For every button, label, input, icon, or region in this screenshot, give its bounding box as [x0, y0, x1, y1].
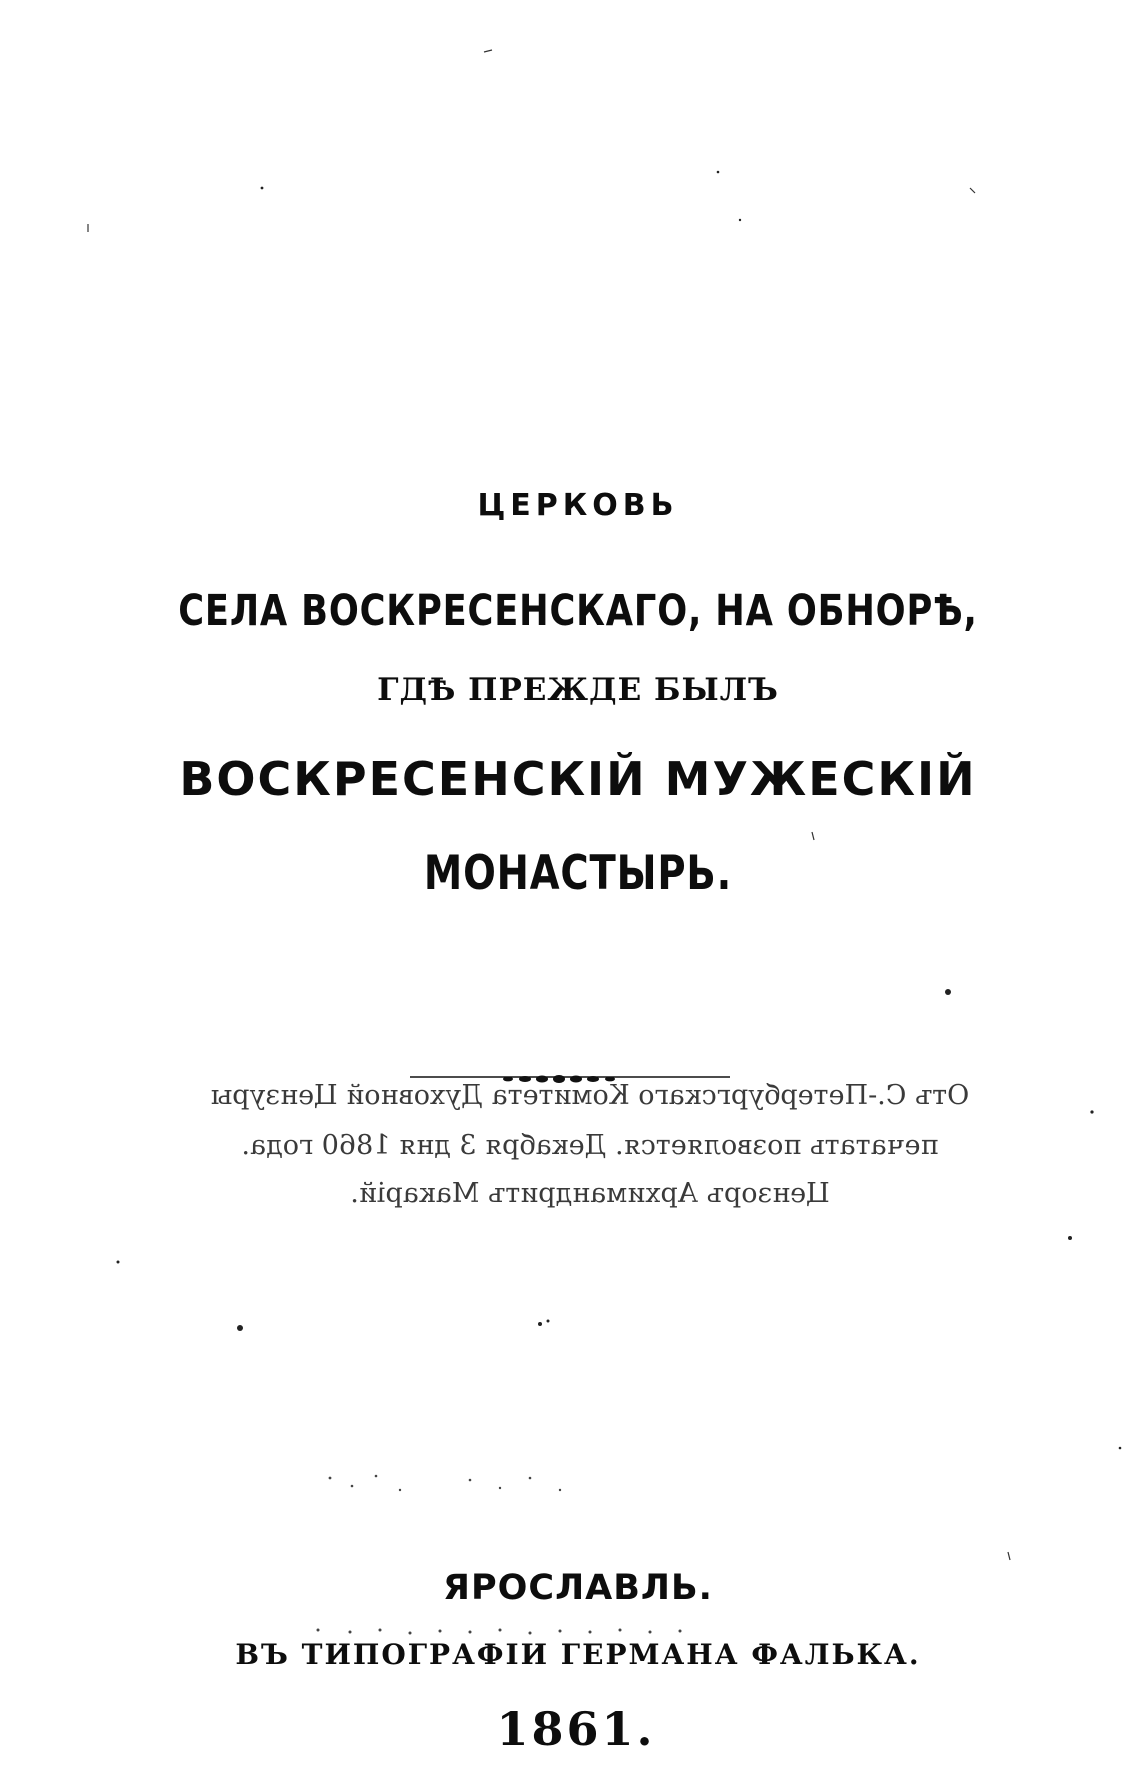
imprint-city: ЯРОСЛАВЛЬ.	[443, 1568, 713, 1608]
imprint-year: 1861.	[496, 1702, 656, 1756]
title-line-monastery-name: ВОСКРЕСЕНСКІЙ МУЖЕСКІЙ	[179, 752, 977, 806]
censorship-line-3: Цензоръ Архимандритъ Макарій.	[350, 1178, 830, 1209]
imprint-printer: ВЪ ТИПОГРАФІИ ГЕРМАНА ФАЛЬКА.	[235, 1638, 921, 1671]
censorship-line-2: печатать позволяется. Декабря 3 дня 1860 года.	[241, 1130, 939, 1161]
title-line-church: ЦЕРКОВЬ	[477, 488, 679, 523]
censorship-line-1: Отъ С.-Петербургскаго Комитета Духовной Цензуры	[210, 1080, 970, 1111]
title-line-village: СЕЛА ВОСКРЕСЕНСКАГО, НА ОБНОРѢ,	[178, 586, 978, 636]
title-line-monastery: МОНАСТЫРЬ.	[423, 846, 733, 901]
title-line-formerly: ГДѢ ПРЕЖДЕ БЫЛЪ	[377, 672, 779, 708]
